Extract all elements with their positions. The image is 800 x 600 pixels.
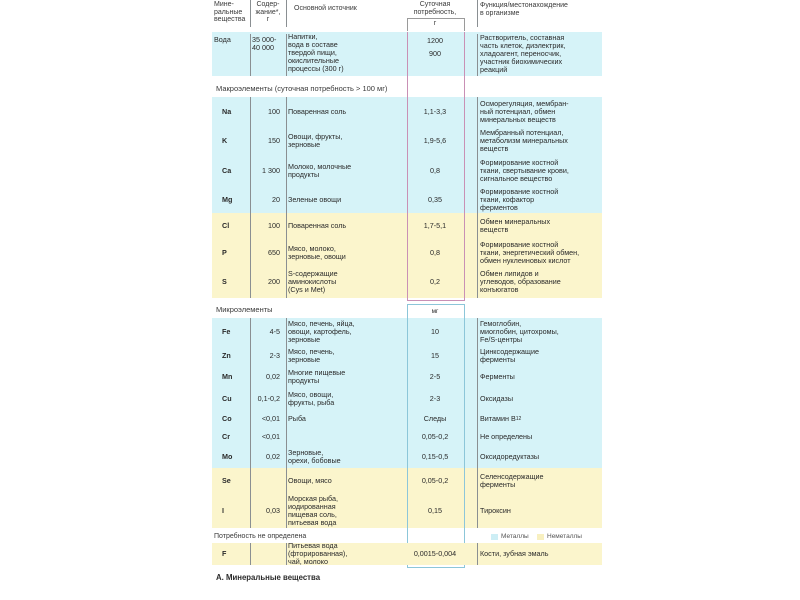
- element-symbol: Cu: [222, 394, 232, 403]
- element-daily-need: 10: [431, 327, 439, 336]
- header-source: Основной источник: [294, 5, 357, 12]
- element-daily-need: 0,2: [430, 277, 440, 286]
- element-function: Гемоглобин, миоглобин, цитохромы, Fe/S-центры: [480, 319, 559, 344]
- element-symbol: S: [222, 277, 227, 286]
- element-content: <0,01: [261, 414, 280, 423]
- divider: [477, 543, 478, 565]
- divider: [477, 156, 478, 186]
- divider: [477, 388, 478, 410]
- divider: [286, 543, 287, 565]
- element-symbol: Cr: [222, 432, 230, 441]
- function-subscript: 12: [515, 416, 522, 422]
- element-symbol: Mg: [222, 194, 233, 204]
- divider: [477, 366, 478, 388]
- element-symbol: Na: [222, 106, 232, 116]
- element-source: S-содержащие аминокислоты (Cys и Met): [288, 269, 338, 294]
- divider: [250, 239, 251, 266]
- divider: [477, 468, 478, 494]
- element-function: Витамин B 12: [480, 414, 522, 423]
- divider: [286, 446, 287, 468]
- divider: [250, 186, 251, 213]
- element-function: Формирование костной ткани, кофактор ферментов: [480, 186, 559, 212]
- divider: [286, 468, 287, 494]
- water-name: Вода: [214, 35, 231, 44]
- divider: [477, 446, 478, 468]
- element-daily-need: 0,15: [428, 506, 442, 515]
- divider: [477, 239, 478, 266]
- divider: [477, 318, 478, 346]
- divider: [250, 156, 251, 186]
- divider: [286, 239, 287, 266]
- element-symbol: Mn: [222, 372, 233, 381]
- divider: [477, 410, 478, 428]
- legend-metals: [491, 533, 529, 540]
- water-function: Растворитель, составная часть клеток, диэлектрик, хладоагент, переносчик, участник биохимических реакций: [480, 33, 566, 74]
- element-symbol: Se: [222, 476, 231, 485]
- divider: [250, 213, 251, 239]
- water-content: 35 000- 40 000: [252, 35, 277, 52]
- header-daily: Суточная потребность,: [413, 1, 457, 16]
- element-content: 0,02: [266, 452, 280, 461]
- element-daily-need: 2-5: [429, 372, 441, 381]
- element-symbol: Mo: [222, 452, 233, 461]
- micro-unit: мг: [431, 308, 439, 315]
- water-daily-1: 1200: [427, 36, 443, 45]
- element-function: Оксидазы: [480, 394, 513, 403]
- legend-metal-swatch: [491, 534, 498, 540]
- element-source: Поваренная соль: [288, 221, 347, 230]
- element-function: Формирование костной ткани, свертывание крови, сигнальное вещество: [480, 158, 569, 183]
- element-function: Обмен минеральных веществ: [480, 217, 551, 234]
- daily-column-frame-micro: [407, 304, 465, 568]
- divider: [250, 388, 251, 410]
- divider: [477, 346, 478, 366]
- divider: [286, 266, 287, 298]
- element-content: 0,02: [266, 372, 280, 381]
- table-row: [212, 543, 602, 565]
- element-symbol: I: [222, 506, 224, 515]
- element-function: Формирование костной ткани, энергетический обмен, обмен нуклеиновых кислот: [480, 239, 580, 265]
- divider: [250, 366, 251, 388]
- element-content: 100: [268, 221, 280, 230]
- element-content: 20: [272, 194, 280, 204]
- daily-unit-box: [407, 18, 465, 31]
- element-symbol: Ca: [222, 166, 232, 175]
- divider: [477, 428, 478, 446]
- header-daily-unit: г: [433, 20, 437, 27]
- element-function: Оксидоредуктазы: [480, 452, 540, 461]
- element-source: Рыба: [288, 414, 306, 423]
- element-daily-need: 0,8: [430, 166, 440, 175]
- element-content: 2-3: [269, 351, 280, 360]
- element-source: Зеленые овощи: [288, 194, 342, 204]
- divider: [250, 266, 251, 298]
- legend-nonmetal-label: Неметаллы: [547, 533, 582, 540]
- element-function: Не определены: [480, 432, 533, 441]
- divider: [286, 126, 287, 156]
- section-undefined-title: Потребность не определена: [214, 533, 307, 540]
- water-source: Напитки, вода в составе твердой пищи, окислительные процессы (300 г): [288, 32, 344, 73]
- element-content: <0,01: [261, 432, 280, 441]
- divider: [477, 213, 478, 239]
- element-symbol: F: [222, 549, 227, 558]
- divider: [286, 0, 287, 27]
- divider: [250, 410, 251, 428]
- element-content: 200: [268, 277, 280, 286]
- divider: [250, 97, 251, 126]
- divider: [286, 213, 287, 239]
- header-function: Функция/местонахождение в организме: [480, 2, 568, 17]
- divider: [477, 0, 478, 27]
- divider: [250, 468, 251, 494]
- element-content: 0,03: [266, 506, 280, 515]
- water-daily-2: 900: [429, 49, 441, 58]
- divider: [477, 494, 478, 528]
- divider: [286, 34, 287, 76]
- element-content: 150: [268, 136, 280, 145]
- element-source: Овощи, фрукты, зерновые: [288, 132, 343, 149]
- element-daily-need: 2-3: [429, 394, 441, 403]
- element-content: 650: [268, 247, 280, 257]
- divider: [286, 346, 287, 366]
- element-source: [288, 428, 402, 446]
- divider: [286, 494, 287, 528]
- divider: [250, 446, 251, 468]
- divider: [250, 318, 251, 346]
- section-micro-title: Микроэлементы: [216, 305, 273, 314]
- divider: [477, 126, 478, 156]
- element-daily-need: 0,05-0,2: [421, 476, 449, 485]
- element-source: Питьевая вода (фторированная), чай, молоко: [288, 541, 348, 566]
- element-function: Селенсодержащие ферменты: [480, 472, 544, 489]
- element-symbol: P: [222, 247, 227, 257]
- legend-metal-label: Металлы: [501, 533, 529, 540]
- divider: [477, 97, 478, 126]
- figure-caption: А. Минеральные вещества: [216, 573, 321, 582]
- element-source: Поваренная соль: [288, 106, 347, 116]
- header-content: Содер- жание*, г: [255, 1, 281, 23]
- element-daily-need: 0,05-0,2: [421, 432, 449, 441]
- divider: [250, 0, 251, 27]
- divider: [250, 126, 251, 156]
- element-source: Мясо, печень, зерновые: [288, 347, 335, 364]
- section-macro-title: Макроэлементы (суточная потребность > 100 мг): [216, 84, 388, 93]
- element-function: Осморегуляция, мембран- ный потенциал, обмен минеральных веществ: [480, 98, 569, 124]
- element-daily-need: 1,1-3,3: [423, 106, 447, 116]
- element-daily-need: 1,9-5,6: [423, 136, 447, 145]
- minerals-table: [212, 0, 602, 600]
- element-source: Мясо, молоко, зерновые, овощи: [288, 243, 346, 261]
- divider: [477, 266, 478, 298]
- element-function: Тироксин: [480, 506, 511, 515]
- element-source: Мясо, печень, яйца, овощи, картофель, зерновые: [288, 319, 355, 344]
- element-daily-need: Следы: [423, 414, 447, 423]
- divider: [286, 428, 287, 446]
- element-function: Ферменты: [480, 372, 515, 381]
- legend-nonmetal-swatch: [537, 534, 544, 540]
- element-symbol: K: [222, 136, 228, 145]
- element-content: 0,1-0,2: [257, 394, 280, 403]
- daily-column-frame: [407, 32, 465, 301]
- element-source: Овощи, мясо: [288, 476, 332, 485]
- element-source: Морская рыба, иодированная пищевая соль, питьевая вода: [288, 494, 338, 527]
- element-symbol: Co: [222, 414, 232, 423]
- element-content: [252, 543, 284, 565]
- divider: [250, 346, 251, 366]
- legend-nonmetals: [537, 533, 582, 540]
- divider: [250, 543, 251, 565]
- divider: [477, 186, 478, 213]
- element-source: Мясо, овощи, фрукты, рыба: [288, 390, 335, 407]
- element-daily-need: 1,7-5,1: [423, 221, 447, 230]
- element-daily-need: 0,0015-0,004: [413, 549, 457, 558]
- element-symbol: Zn: [222, 351, 231, 360]
- divider: [477, 34, 478, 76]
- divider: [286, 318, 287, 346]
- element-daily-need: 15: [431, 351, 439, 360]
- element-daily-need: 0,15-0,5: [421, 452, 449, 461]
- divider: [250, 428, 251, 446]
- element-source: Зерновые, орехи, бобовые: [288, 448, 341, 465]
- element-content: 4-5: [269, 327, 280, 336]
- divider: [286, 156, 287, 186]
- divider: [250, 494, 251, 528]
- element-function: Кости, зубная эмаль: [480, 549, 549, 558]
- divider: [286, 388, 287, 410]
- element-source: Молоко, молочные продукты: [288, 162, 352, 179]
- element-function: Обмен липидов и углеводов, образование конъюгатов: [480, 269, 561, 294]
- element-function: Цинксодержащие ферменты: [480, 347, 539, 364]
- divider: [286, 410, 287, 428]
- divider: [286, 366, 287, 388]
- element-content: [252, 468, 284, 494]
- header-mineral: Мине- ральные вещества: [214, 1, 246, 23]
- element-symbol: Fe: [222, 327, 231, 336]
- element-source: Многие пищевые продукты: [288, 368, 346, 385]
- element-symbol: Cl: [222, 221, 230, 230]
- element-function: Мембранный потенциал, метаболизм минеральных веществ: [480, 128, 568, 153]
- divider: [286, 186, 287, 213]
- element-content: 1 300: [262, 166, 280, 175]
- element-daily-need: 0,8: [430, 247, 440, 257]
- divider: [250, 34, 251, 76]
- element-content: 100: [268, 106, 280, 116]
- divider: [286, 97, 287, 126]
- element-daily-need: 0,35: [428, 194, 442, 204]
